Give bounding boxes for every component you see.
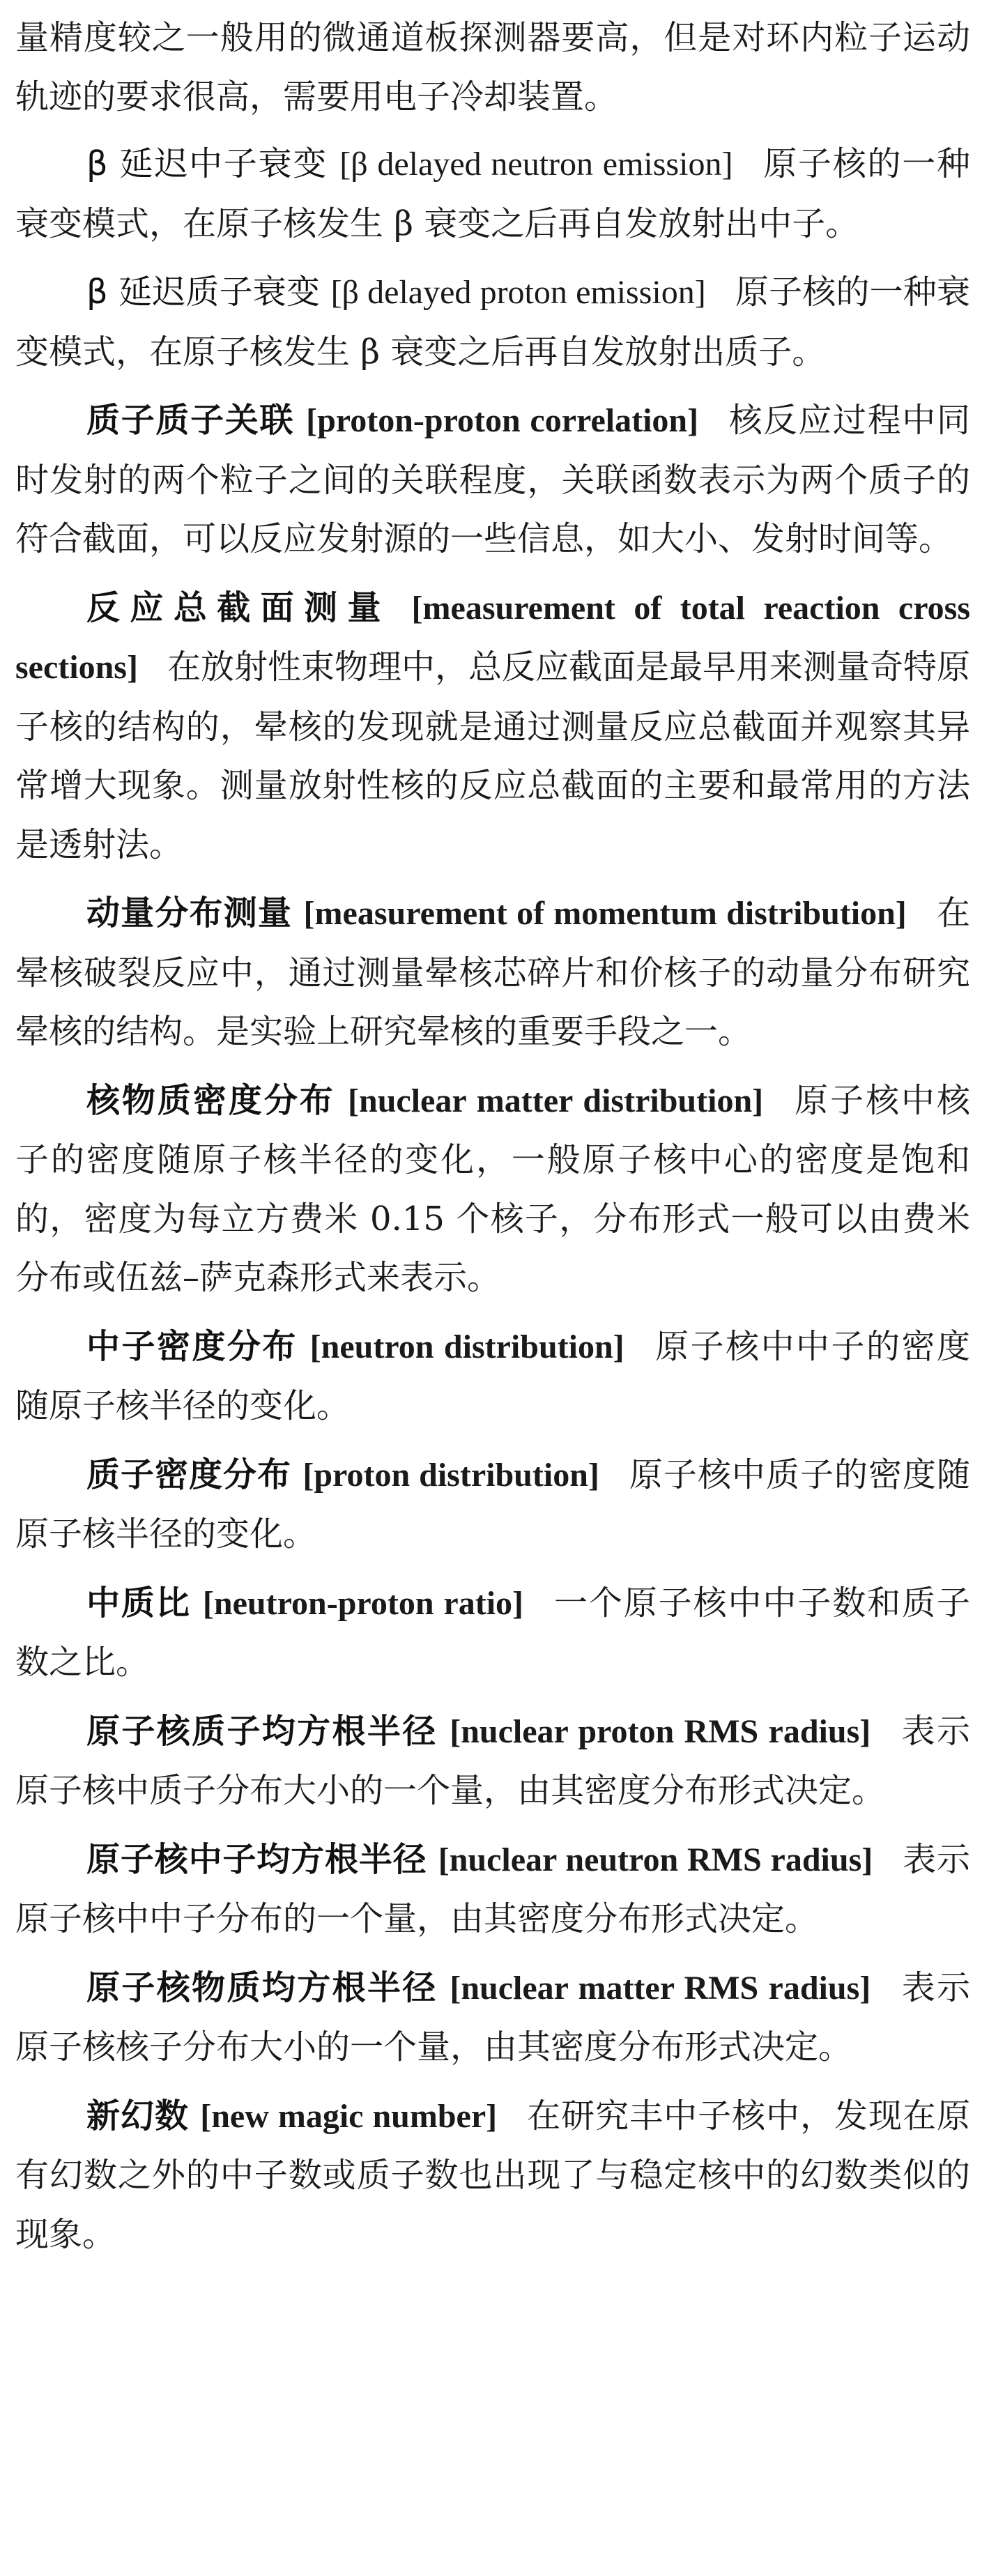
entry-definition: 原子核的一种衰变模式，在原子核发生 β 衰变之后再自发放射出质子。 [15, 273, 970, 371]
entry-definition: 在晕核破裂反应中，通过测量晕核芯碎片和价核子的动量分布研究晕核的结构。是实验上研究晕核的重要手段之一。 [15, 894, 970, 1051]
entry-definition: 表示原子核中质子分布大小的一个量，由其密度分布形式决定。 [15, 1711, 970, 1810]
entry-english: [measurement of total reaction cross sections] [15, 589, 970, 686]
entry-english: [neutron distribution] [309, 1328, 624, 1365]
entry-english: [new magic number] [200, 2097, 498, 2135]
entry-english: [nuclear proton RMS radius] [450, 1712, 871, 1750]
entry-term: 原子核质子均方根半径 [86, 1711, 438, 1751]
entry-definition: 原子核中中子的密度随原子核半径的变化。 [15, 1326, 970, 1425]
entry-momentum-distribution [15, 884, 989, 1061]
entry-proton-proton-correlation [15, 391, 989, 569]
entry-nuclear-proton-rms-radius [15, 1702, 989, 1820]
intro-continuation: 量精度较之一般用的微通道板探测器要高，但是对环内粒子运动轨迹的要求很高，需要用电子冷却装置。 [15, 18, 970, 116]
entry-total-reaction-cross-section [15, 578, 989, 875]
entry-nuclear-matter-distribution [15, 1071, 989, 1308]
entry-definition: 在研究丰中子核中，发现在原有幻数之外的中子数或质子数也出现了与稳定核中的幻数类似的现象。 [15, 2096, 970, 2254]
entry-term: 质子密度分布 [86, 1455, 292, 1494]
entry-definition: 原子核的一种衰变模式，在原子核发生 β 衰变之后再自发放射出中子。 [15, 144, 970, 243]
entry-neutron-proton-ratio [15, 1574, 989, 1692]
entry-term: β 延迟中子衰变 [86, 144, 328, 183]
entry-term: 原子核中子均方根半径 [86, 1839, 427, 1879]
entry-neutron-distribution [15, 1317, 989, 1436]
entry-english: [proton-proton correlation] [306, 402, 699, 439]
entry-term: 原子核物质均方根半径 [86, 1968, 438, 2007]
entry-english: [nuclear matter distribution] [348, 1082, 764, 1119]
entry-proton-distribution [15, 1446, 989, 1564]
entry-term: 中质比 [86, 1583, 191, 1623]
entry-english: [β delayed proton emission] [330, 274, 706, 311]
entry-english: [β delayed neutron emission] [339, 146, 733, 183]
entry-term: β 延迟质子衰变 [86, 273, 321, 312]
entry-new-magic-number [15, 2087, 989, 2264]
entry-definition: 核反应过程中同时发射的两个粒子之间的关联程度，关联函数表示为两个质子的符合截面，可以反应发射源的一些信息，如大小、发射时间等。 [15, 401, 970, 558]
entry-english: [nuclear neutron RMS radius] [438, 1841, 873, 1878]
entry-nuclear-matter-rms-radius [15, 1958, 989, 2077]
entry-nuclear-neutron-rms-radius [15, 1830, 989, 1949]
entry-definition: 原子核中核子的密度随原子核半径的变化，一般原子核中心的密度是饱和的，密度为每立方费米 0.15 个核子，分布形式一般可以由费米分布或伍兹–萨克森形式来表示。 [15, 1080, 970, 1297]
entry-english: [measurement of momentum distribution] [303, 895, 907, 932]
entry-english: [nuclear matter RMS radius] [450, 1969, 871, 2007]
entry-definition: 原子核中质子的密度随原子核半径的变化。 [15, 1455, 970, 1554]
entry-term: 中子密度分布 [86, 1326, 298, 1366]
entry-beta-delayed-proton [15, 263, 989, 381]
entry-definition: 表示原子核中中子分布的一个量，由其密度分布形式决定。 [15, 1839, 970, 1938]
entry-term: 核物质密度分布 [86, 1080, 335, 1120]
entry-definition: 表示原子核核子分布大小的一个量，由其密度分布形式决定。 [15, 1968, 970, 2067]
entry-term: 动量分布测量 [86, 894, 293, 933]
entry-term: 新幻数 [86, 2096, 189, 2136]
entry-definition: 一个原子核中中子数和质子数之比。 [15, 1583, 970, 1682]
entry-beta-delayed-neutron [15, 135, 989, 253]
entry-english: [proton distribution] [302, 1456, 599, 1494]
entry-term: 质子质子关联 [86, 401, 295, 440]
entry-english: [neutron-proton ratio] [202, 1584, 524, 1622]
entry-term: 反应总截面测量 [86, 588, 391, 627]
entry-definition: 在放射性束物理中，总反应截面是最早用来测量奇特原子核的结构的，晕核的发现就是通过测量反应总截面并观察其异常增大现象。测量放射性核的反应总截面的主要和最常用的方法是透射法。 [15, 647, 970, 864]
